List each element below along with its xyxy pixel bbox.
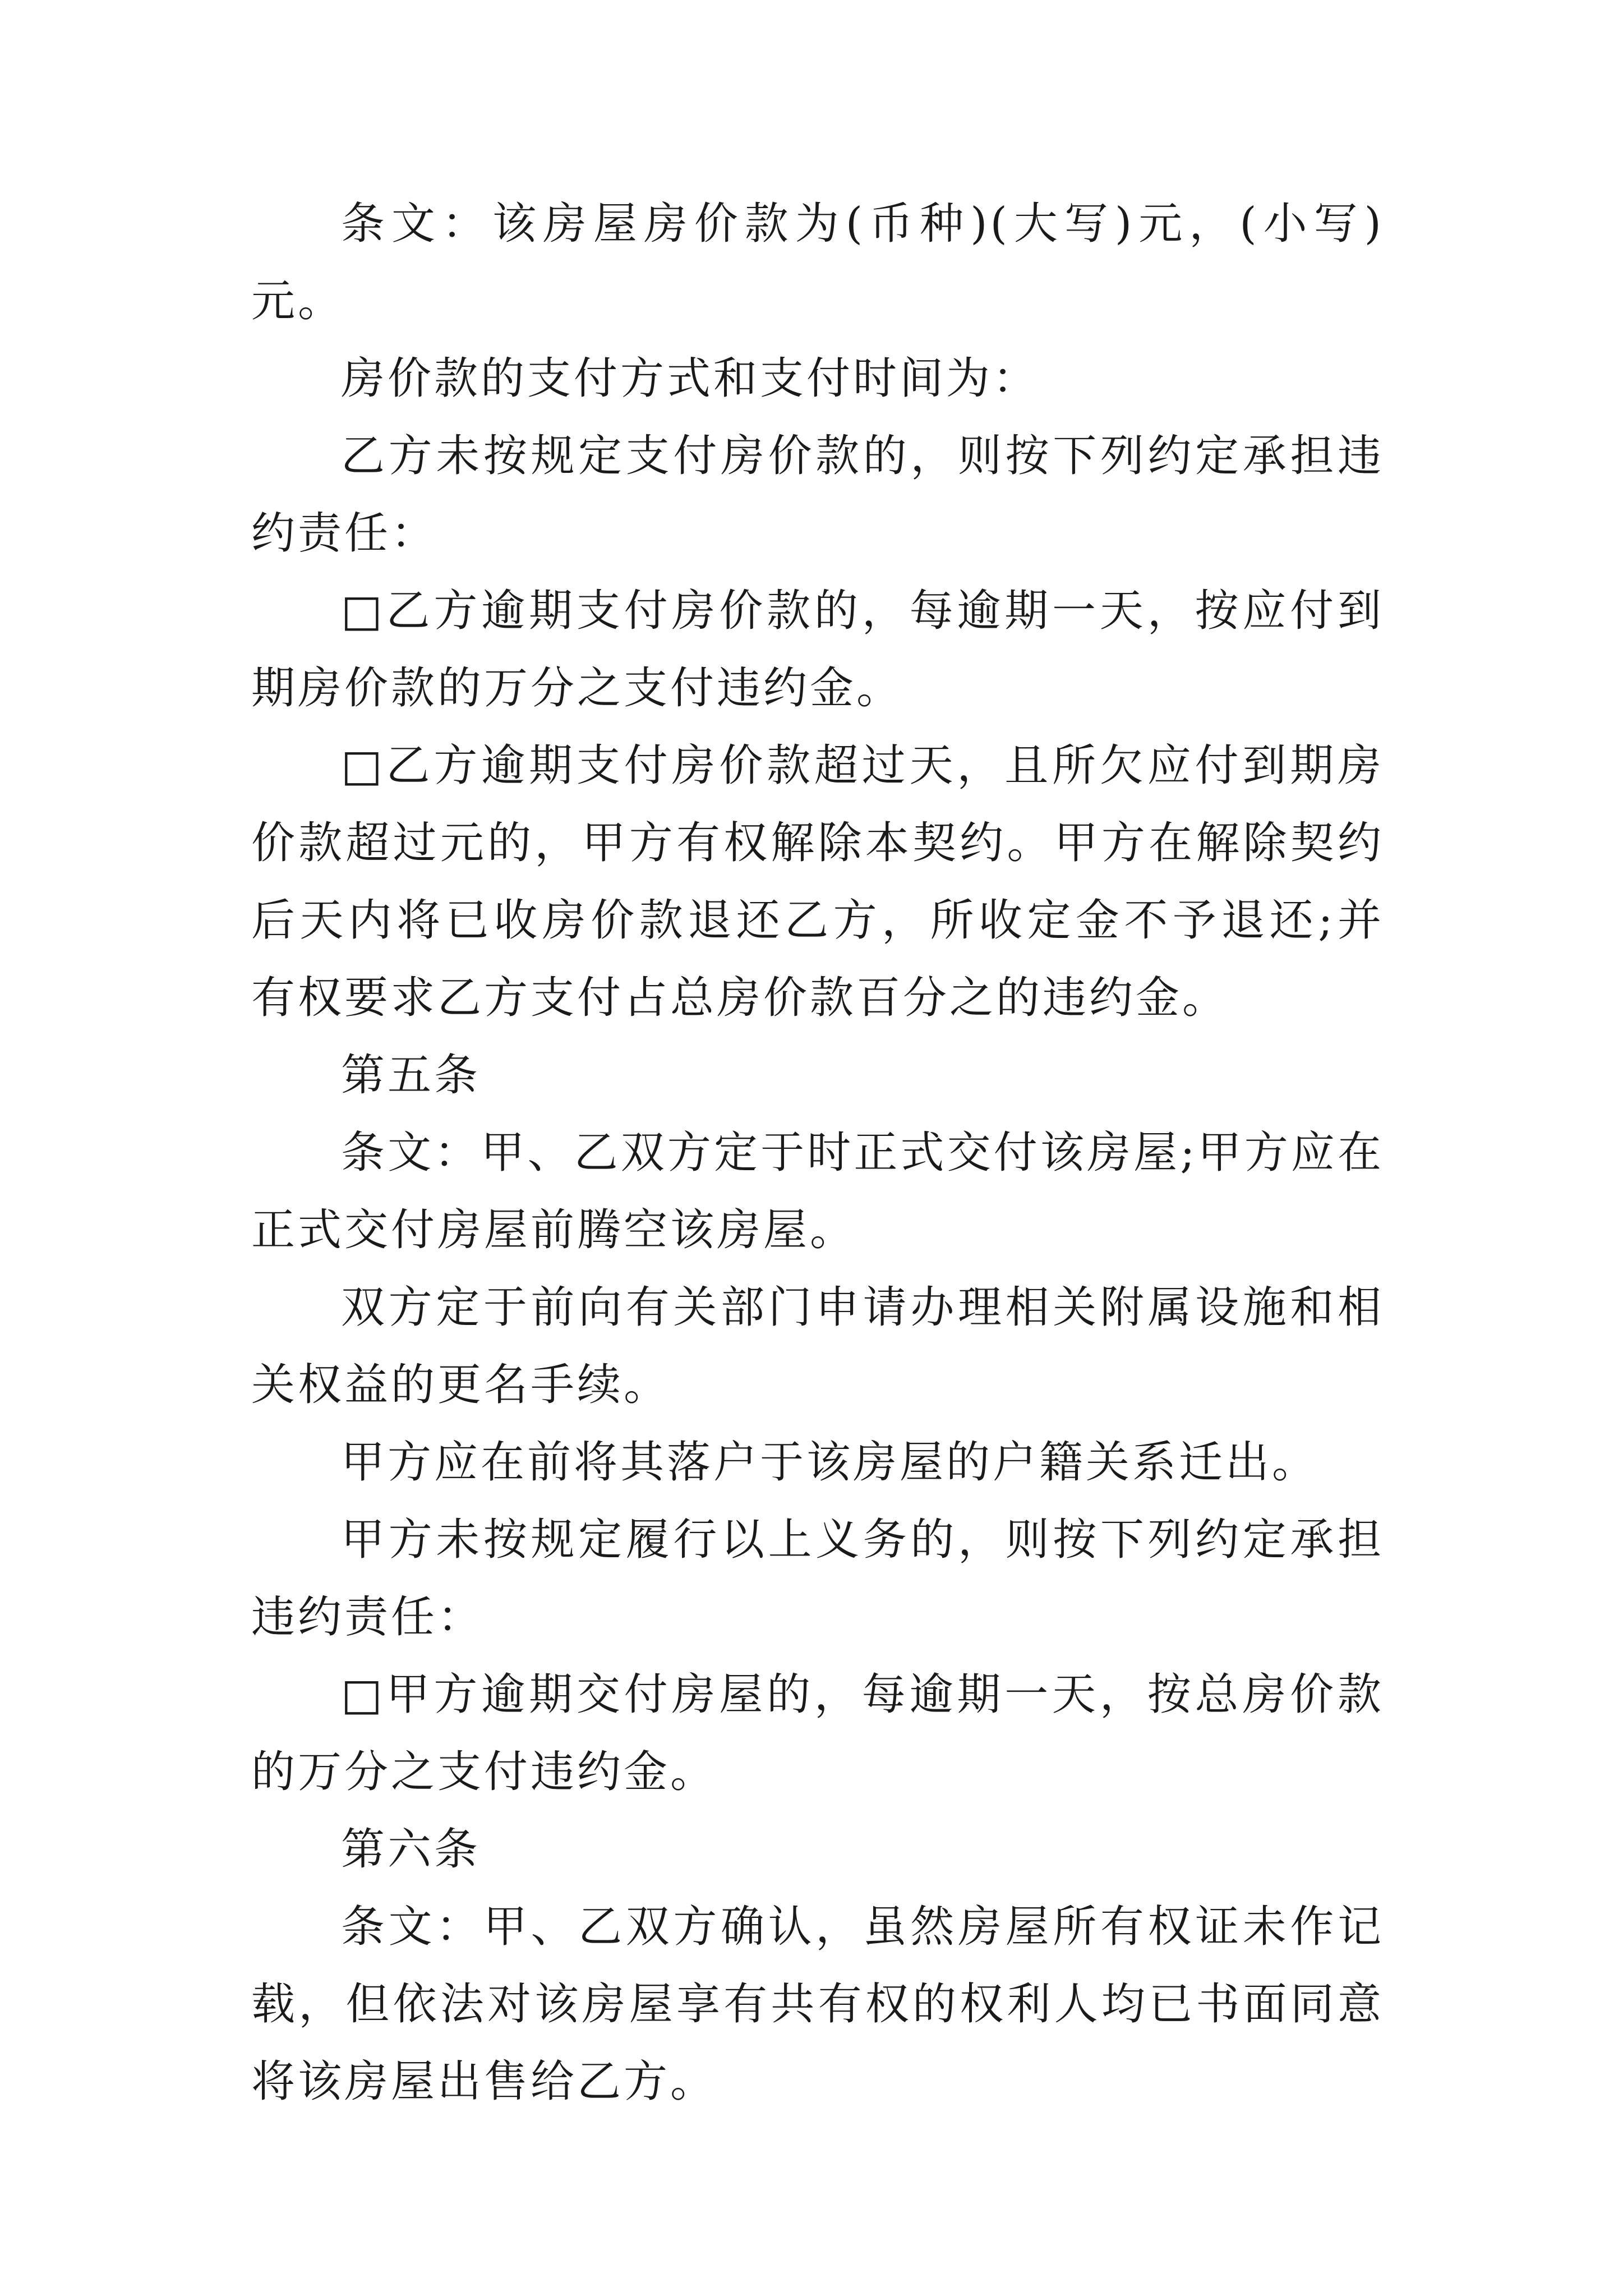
- household-clause: 甲方应在前将其落户于该房屋的户籍关系迁出。: [341, 1437, 1319, 1488]
- buyer-late-terminate-option: □乙方逾期支付房价款超过天，且所欠应付到期房价款超过元的，甲方有权解除本契约。甲方在解除契约后天内将已收房价款退还乙方，所收定金不予退还;并有权要求乙方支付占总房价款百分之的违约金。: [251, 740, 1384, 1023]
- co-owner-clause: 条文：甲、乙双方确认，虽然房屋所有权证未作记载，但依法对该房屋享有共有权的权利人均已书面同意将该房屋出售给乙方。: [251, 1902, 1384, 2107]
- rename-clause: 双方定于前向有关部门申请办理相关附属设施和相关权益的更名手续。: [251, 1282, 1384, 1410]
- article-5-heading: 第五条: [341, 1050, 481, 1101]
- delivery-clause: 条文：甲、乙双方定于时正式交付该房屋;甲方应在正式交付房屋前腾空该房屋。: [251, 1128, 1384, 1255]
- article-6-heading: 第六条: [341, 1824, 481, 1875]
- seller-late-daily-option: □甲方逾期交付房屋的，每逾期一天，按总房价款的万分之支付违约金。: [251, 1669, 1384, 1797]
- document-page: [251, 185, 1384, 2120]
- payment-method-clause: 房价款的支付方式和支付时间为：: [341, 353, 1040, 404]
- buyer-late-daily-option: □乙方逾期支付房价款的，每逾期一天，按应付到期房价款的万分之支付违约金。: [251, 586, 1384, 714]
- seller-breach-intro: 甲方未按规定履行以上义务的，则按下列约定承担违约责任：: [251, 1515, 1384, 1642]
- price-clause: 条文：该房屋房价款为(币种)(大写)元，(小写)元。: [251, 199, 1384, 326]
- buyer-breach-intro: 乙方未按规定支付房价款的，则按下列约定承担违约责任：: [251, 431, 1384, 559]
